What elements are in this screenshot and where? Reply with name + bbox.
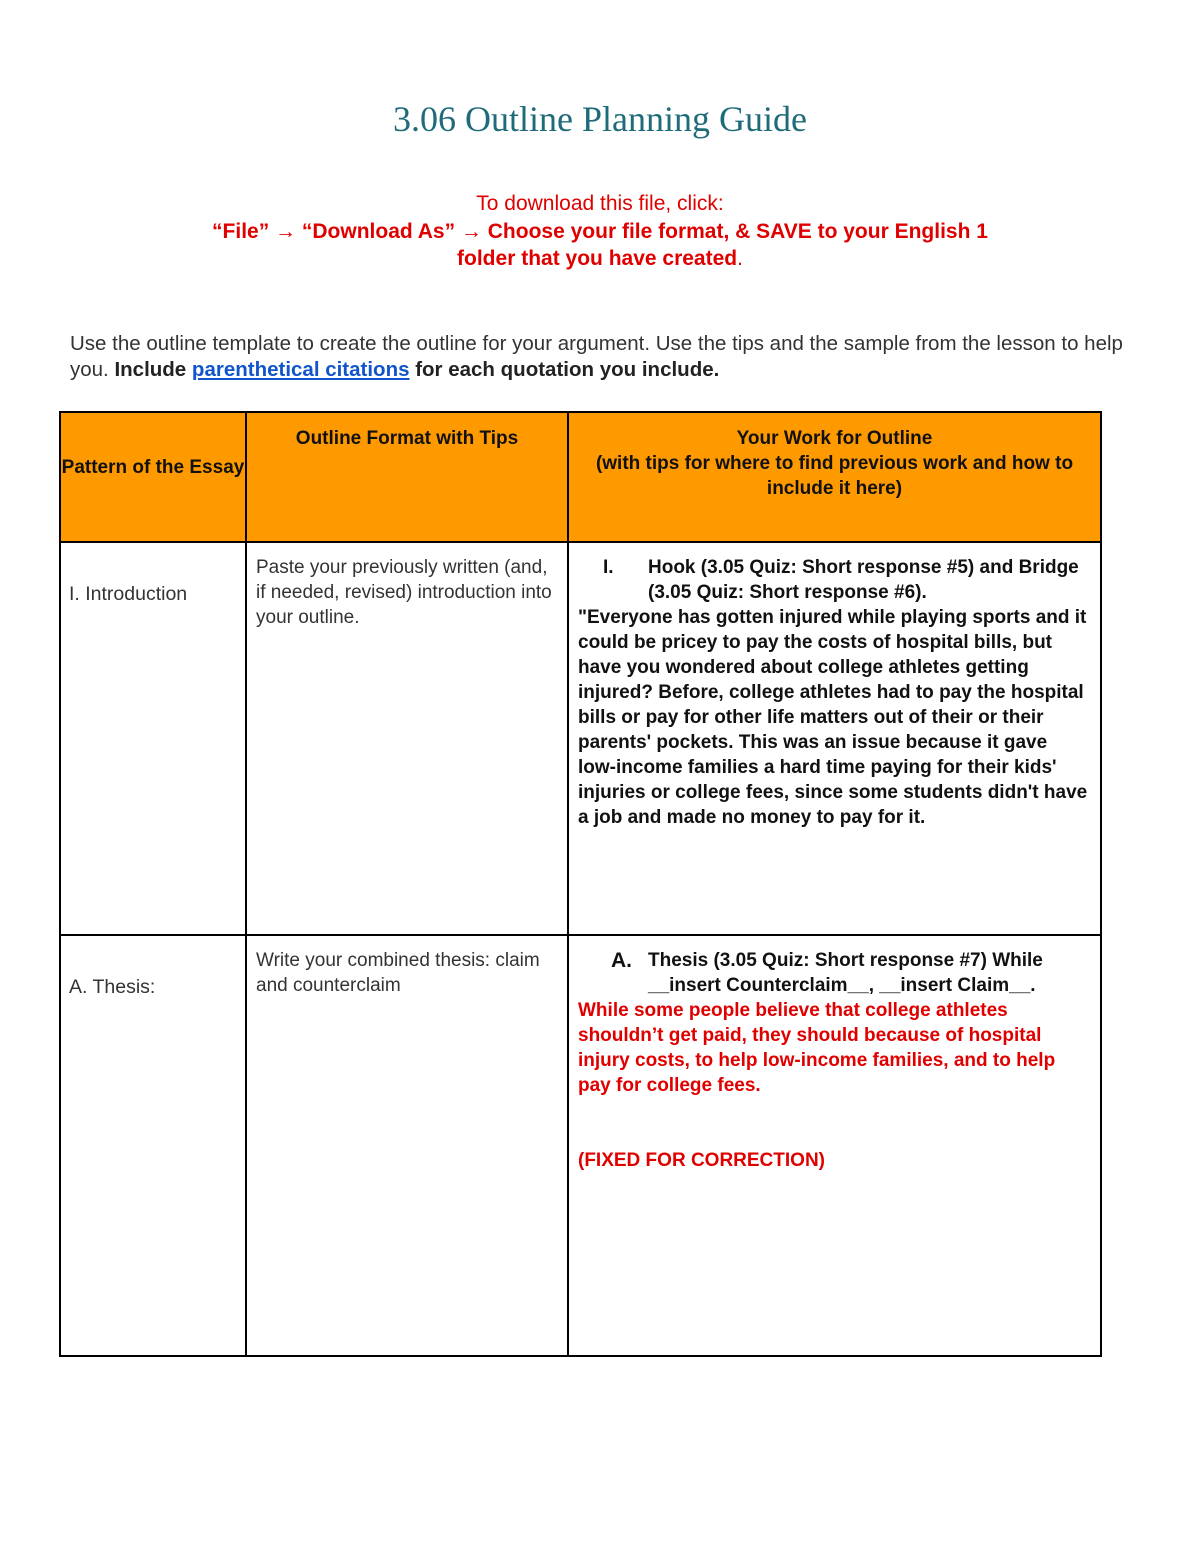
thesis-work-heading: Thesis (3.05 Quiz: Short response #7) While __insert Counterclaim__, __insert Claim__. [648,950,1043,996]
introduction-work-cell[interactable] [568,542,1101,935]
header-work-cell [568,412,1101,542]
table-row [60,935,1101,1356]
introduction-work-body: "Everyone has gotten injured while playing sports and it could be pricey to pay the costs of hospital bills, but have you wondered about college athletes getting injured? Before, college athletes had to pay the hospital bills or pay for other life matters out of their or their parents' pockets. This was an issue because it gave low-income families a hard time paying for their kids' injuries or college fees, since some students didn't have a job and made no money to pay for it. [578,607,1088,828]
instructions-text: Use the outline template to create the outline for your argument. Use the tips and the sample from the lesson to help you. [70,332,1123,381]
page-title: 3.06 Outline Planning Guide [393,99,807,139]
header-work-title: Your Work for Outline [736,428,933,449]
thesis-work-body: While some people believe that college athletes shouldn’t get paid, they should because of hospital injury costs, to help low-income families, and to help pay for college fees. [578,1000,1056,1096]
thesis-correction-note: (FIXED FOR CORRECTION) [578,1150,825,1171]
table-header-row [60,412,1101,542]
introduction-work [569,543,1100,830]
download-instructions-path: “File” → “Download As” → Choose your file format, & SAVE to your English 1 [212,220,988,243]
introduction-tip: Paste your previously written (and, if needed, revised) introduction into your outline. [256,557,552,628]
introduction-work-heading: Hook (3.05 Quiz: Short response #5) and Bridge (3.05 Quiz: Short response #6). [648,557,1079,603]
thesis-work-number: A. [611,949,632,972]
download-folder-text: folder that you have created [457,247,738,270]
download-folder-period: . [737,247,743,270]
thesis-tip-cell [246,935,568,1356]
introduction-work-number: I. [603,557,614,578]
parenthetical-citations-link[interactable]: parenthetical citations [191,358,410,381]
introduction-label: I. Introduction [69,583,188,605]
instructions-paragraph [70,331,1130,383]
download-instructions-folder [0,247,1200,271]
introduction-label-cell [60,542,246,935]
header-pattern-cell [60,412,246,542]
thesis-label: A. Thesis: [69,976,156,998]
header-work [569,413,1100,501]
thesis-work-cell[interactable] [568,935,1101,1356]
download-instructions-intro: To download this file, click: [476,192,724,215]
thesis-label-cell [60,935,246,1356]
thesis-tip: Write your combined thesis: claim and counterclaim [256,950,540,996]
header-format: Outline Format with Tips [295,428,519,449]
thesis-work [569,936,1100,1173]
table-row [60,542,1101,935]
header-work-subtitle: (with tips for where to find previous work and how to include it here) [595,453,1074,499]
header-format-cell [246,412,568,542]
instructions-include: Include [114,358,192,381]
outline-table [59,411,1102,1357]
instructions-end: for each quotation you include. [409,358,720,381]
header-pattern: Pattern of the Essay [61,457,245,478]
introduction-tip-cell [246,542,568,935]
